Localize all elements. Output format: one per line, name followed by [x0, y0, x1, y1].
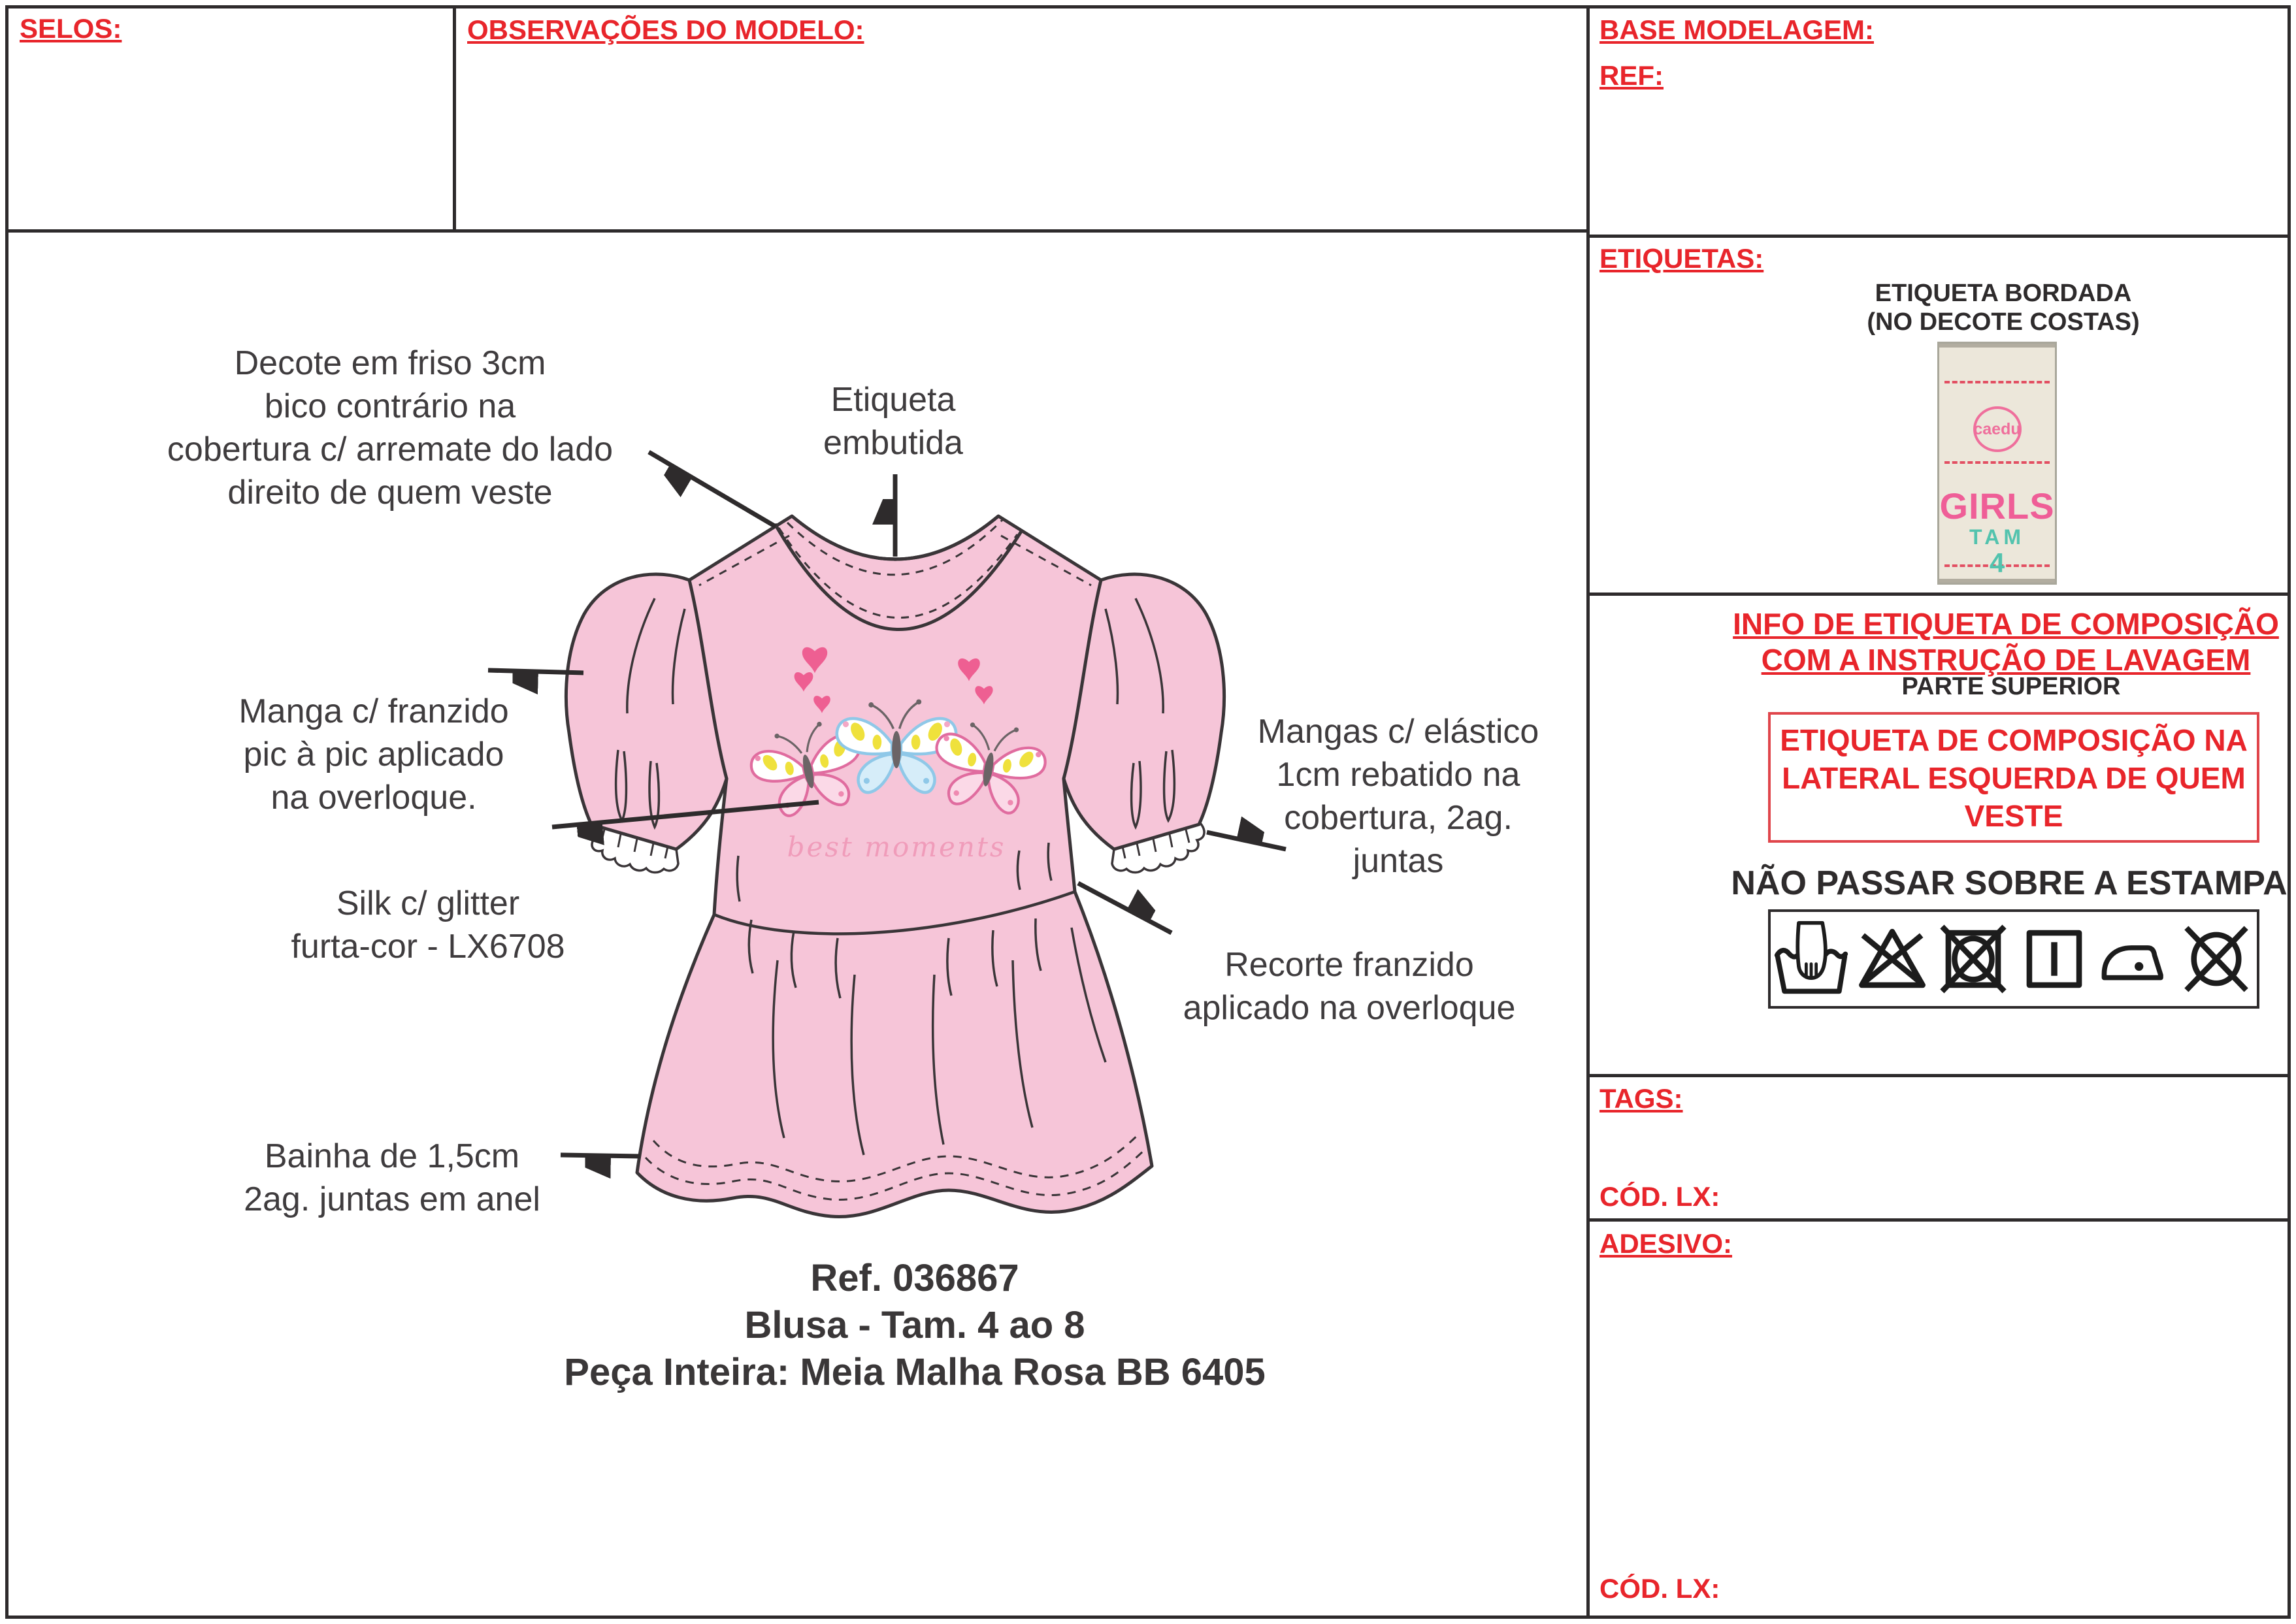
composicao-line3: VESTE	[1964, 799, 2063, 833]
annotation-line: cobertura, 2ag.	[1284, 799, 1513, 837]
selos-label: SELOS:	[20, 13, 122, 44]
tags-cod-lx-label: CÓD. LX:	[1599, 1181, 1720, 1212]
do-not-bleach-icon	[1854, 916, 1931, 1002]
decote-arrow	[649, 452, 776, 527]
composicao-line1: ETIQUETA DE COMPOSIÇÃO NA	[1780, 723, 2248, 757]
composicao-line2: LATERAL ESQUERDA DE QUEM	[1782, 761, 2246, 795]
label-top-edge	[1939, 344, 2055, 348]
caedu-logo	[1973, 406, 2022, 452]
composicao-red-box	[1768, 712, 2259, 843]
annotation-line: embutida	[823, 424, 963, 462]
caedu-text: caedu	[1973, 419, 2021, 438]
ref-label: REF:	[1599, 60, 1664, 91]
annotation-line: Bainha de 1,5cm	[264, 1137, 520, 1175]
base-modelagem-label: BASE MODELAGEM:	[1599, 14, 1874, 45]
annotation-mangas-elastico	[1258, 710, 1539, 883]
annotation-line: cobertura c/ arremate do lado	[167, 430, 614, 468]
annotation-line: furta-cor - LX6708	[291, 928, 565, 966]
reference-block	[564, 1255, 1265, 1396]
annotation-line: Manga c/ franzido	[238, 692, 509, 730]
annotation-decote	[167, 342, 613, 514]
info-title-line1: INFO DE ETIQUETA DE COMPOSIÇÃO	[1733, 607, 2279, 641]
do-not-tumble-dry-icon	[1935, 916, 2012, 1002]
etiqueta-bordada-line2: (NO DECOTE COSTAS)	[1867, 308, 2140, 336]
annotation-line: direito de quem veste	[227, 474, 553, 512]
care-symbols-box	[1768, 909, 2259, 1009]
annotation-silk	[291, 882, 565, 968]
brand-label	[1937, 342, 2057, 585]
annotation-line: aplicado na overloque	[1183, 989, 1516, 1027]
fabric-spec: Peça Inteira: Meia Malha Rosa BB 6405	[564, 1351, 1266, 1393]
annotation-line: 2ag. juntas em anel	[244, 1180, 540, 1218]
annotation-bainha	[244, 1135, 540, 1221]
label-stitch-mid	[1944, 461, 2050, 464]
garment-type-size: Blusa - Tam. 4 ao 8	[744, 1304, 1085, 1346]
annotation-line: Recorte franzido	[1224, 946, 1474, 984]
etiquetas-label: ETIQUETAS:	[1599, 243, 1764, 274]
adesivo-label: ADESIVO:	[1599, 1228, 1733, 1259]
label-girls: GIRLS	[1939, 485, 2055, 527]
annotation-etiqueta-embutida	[823, 378, 963, 464]
drip-dry-icon	[2016, 916, 2093, 1002]
observacoes-label: OBSERVAÇÕES DO MODELO:	[467, 14, 864, 45]
ref-number: Ref. 036867	[810, 1257, 1019, 1299]
tags-label: TAGS:	[1599, 1083, 1683, 1114]
etiqueta-bordada-line1: ETIQUETA BORDADA	[1875, 280, 2132, 307]
best-moments-script: best moments	[787, 831, 1006, 863]
label-bottom-edge	[1939, 579, 2055, 583]
parte-superior-label: PARTE SUPERIOR	[1901, 673, 2121, 700]
annotation-line: Etiqueta	[830, 381, 956, 419]
annotation-line: juntas	[1353, 842, 1444, 880]
do-not-dry-clean-icon	[2178, 916, 2255, 1002]
bainha-arrow	[561, 1155, 640, 1156]
label-size: 4	[1989, 547, 2005, 578]
blouse-body	[637, 516, 1152, 1217]
manga-arrow	[488, 670, 583, 673]
annotation-line: Decote em friso 3cm	[234, 344, 546, 382]
label-stitch-top	[1944, 381, 2050, 383]
annotation-line: pic à pic aplicado	[243, 736, 504, 773]
iron-low-icon	[2097, 916, 2174, 1002]
label-tam: TAM	[1969, 525, 2025, 549]
info-title-line2: COM A INSTRUÇÃO DE LAVAGEM	[1761, 643, 2251, 677]
recorte-arrow	[1078, 883, 1172, 933]
annotation-line: bico contrário na	[264, 387, 516, 425]
annotation-line: Mangas c/ elástico	[1257, 713, 1539, 751]
annotation-line: 1cm rebatido na	[1276, 756, 1520, 794]
hand-wash-icon	[1773, 916, 1850, 1002]
annotation-recorte	[1183, 943, 1516, 1030]
adesivo-cod-lx-label: CÓD. LX:	[1599, 1573, 1720, 1604]
annotation-line: na overloque.	[271, 779, 477, 817]
annotation-manga	[238, 690, 508, 819]
nao-passar-label: NÃO PASSAR SOBRE A ESTAMPA	[1731, 864, 2288, 902]
annotation-line: Silk c/ glitter	[336, 885, 520, 922]
